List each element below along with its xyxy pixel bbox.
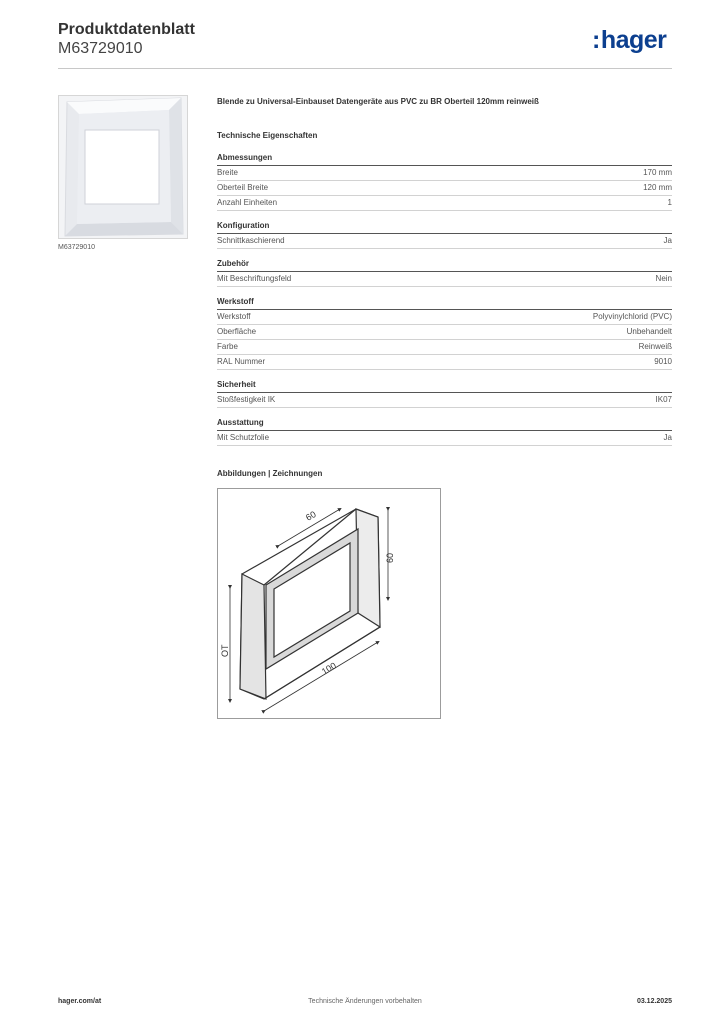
article-number: M63729010 [58,40,143,57]
property-value: Reinweiß [638,342,672,351]
group-konfiguration [217,221,672,249]
group-title: Ausstattung [217,418,672,431]
header-divider [58,68,672,69]
group-title: Werkstoff [217,297,672,310]
dim-left-label: OT [220,644,230,657]
property-label: Breite [217,168,238,177]
hager-logo: :hager [592,26,667,54]
group-zubehoer [217,259,672,287]
property-value: Ja [663,236,672,245]
group-title: Zubehör [217,259,672,272]
property-row [217,310,672,325]
property-value: Polyvinylchlorid (PVC) [592,312,672,321]
group-abmessungen [217,153,672,211]
dim-top-label: 60 [304,509,318,523]
group-title: Abmessungen [217,153,672,166]
property-value: 9010 [654,357,672,366]
property-value: Unbehandelt [626,327,672,336]
property-value: 1 [667,198,672,207]
group-sicherheit [217,380,672,408]
footer-website[interactable]: hager.com/at [58,998,102,1005]
property-value: 170 mm [643,168,672,177]
property-row [217,234,672,249]
property-label: Stoßfestigkeit IK [217,395,276,404]
property-value: 120 mm [643,183,672,192]
property-label: Oberteil Breite [217,183,269,192]
property-label: Mit Beschriftungsfeld [217,274,292,283]
group-title: Sicherheit [217,380,672,393]
property-label: RAL Nummer [217,357,266,366]
property-value: Ja [663,433,672,442]
cover-frame-photo [59,96,187,238]
group-title: Konfiguration [217,221,672,234]
group-ausstattung [217,418,672,446]
product-description: Blende zu Universal-Einbauset Datengeräte aus PVC zu BR Oberteil 120mm reinweiß [217,97,539,106]
property-label: Farbe [217,342,238,351]
technical-drawing [217,488,441,719]
property-label: Mit Schutzfolie [217,433,270,442]
product-image [58,95,188,239]
group-werkstoff [217,297,672,370]
property-row [217,325,672,340]
frame-outline [240,509,380,699]
dim-right-label: 60 [385,552,395,563]
property-row [217,340,672,355]
property-row [217,393,672,408]
footer-notice: Technische Änderungen vorbehalten [308,998,422,1005]
property-label: Werkstoff [217,312,251,321]
property-row [217,166,672,181]
property-value: Nein [655,274,672,283]
property-label: Anzahl Einheiten [217,198,278,207]
property-label: Schnittkaschierend [217,236,285,245]
property-row [217,431,672,446]
product-details [217,97,672,446]
property-row [217,181,672,196]
page-title: Produktdatenblatt [58,21,195,38]
property-row [217,196,672,211]
technical-properties-title: Technische Eigenschaften [217,131,318,140]
property-row [217,355,672,370]
property-value: IK07 [655,395,672,404]
property-label: Oberfläche [217,327,257,336]
logo-text: hager [600,26,667,54]
image-caption: M63729010 [58,244,95,251]
drawings-title: Abbildungen | Zeichnungen [217,469,323,478]
property-row [217,272,672,287]
dim-bottom-label: 100 [319,660,338,677]
dimension-drawing [218,489,440,718]
footer-date: 03.12.2025 [636,998,672,1005]
